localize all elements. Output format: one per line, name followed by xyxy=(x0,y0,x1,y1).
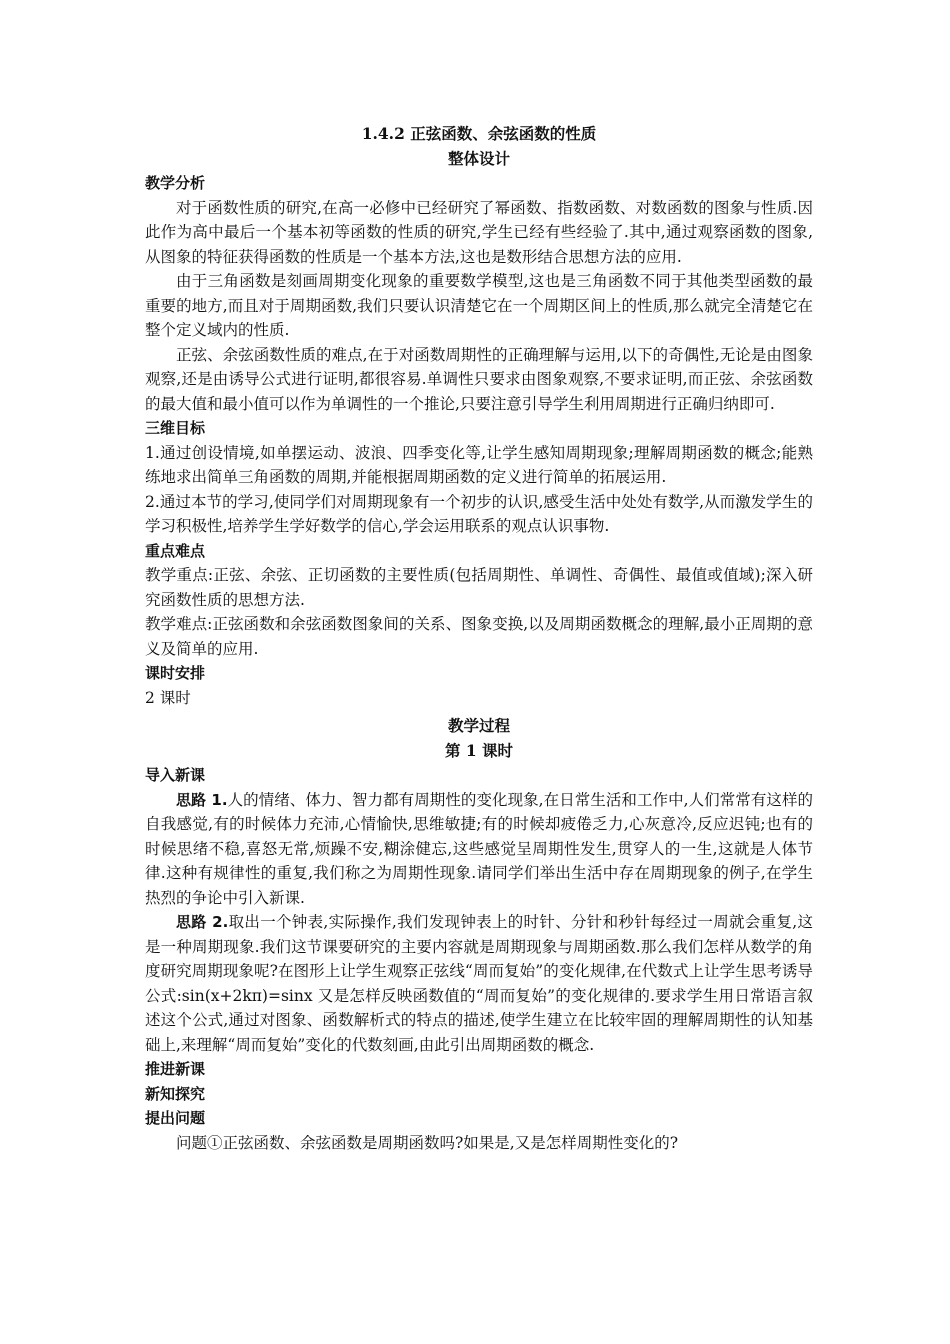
doc-title: 1.4.2 正弦函数、余弦函数的性质 xyxy=(361,124,597,143)
paragraph: 由于三角函数是刻画周期变化现象的重要数学模型,这也是三角函数不同于其他类型函数的最重要的地方,而且对于周期函数,我们只要认识清楚它在一个周期区间上的性质,那么就完全清楚它在整个定义域内的性质. xyxy=(145,272,813,339)
paragraph: 教学难点:正弦函数和余弦函数图象间的关系、图象变换,以及周期函数概念的理解,最小正周期的意义及简单的应用. xyxy=(145,615,813,658)
idea-text: 人的情绪、体力、智力都有周期性的变化现象,在日常生活和工作中,人们常常有这样的自我感觉,有的时候体力充沛,心情愉快,思维敏捷;有的时候却疲倦乏力,心灰意冷,反应迟钝;也有的时候思绪不稳,喜怒无常,烦躁不安,糊涂健忘,这些感觉呈周期性发生,贯穿人的一生,这就是人体节律.这种有规律性的重复,我们称之为周期性现象.请同学们举出生活中存在周期现象的例子,在学生热烈的争论中引入新课. xyxy=(145,790,814,907)
paragraph: 正弦、余弦函数性质的难点,在于对函数周期性的正确理解与运用,以下的奇偶性,无论是由图象观察,还是由诱导公式进行证明,都很容易.单调性只要求由图象观察,不要求证明,而正弦、余弦函数的最大值和最小值可以作为单调性的一个推论,只要注意引导学生利用周期进行正确归纳即可. xyxy=(145,345,813,413)
idea-label: 思路 2. xyxy=(176,913,229,931)
idea-paragraph xyxy=(145,910,813,1057)
paragraph: 2.通过本节的学习,使同学们对周期现象有一个初步的认识,感受生活中处处有数学,从而激发学生的学习积极性,培养学生学好数学的信心,学会运用联系的观点认识事物. xyxy=(145,492,813,535)
paragraph: 2 课时 xyxy=(145,688,191,707)
doc-subtitle: 整体设计 xyxy=(447,148,510,168)
idea-label: 思路 1. xyxy=(176,790,228,809)
lesson-title: 第 1 课时 xyxy=(444,740,514,760)
paragraph: 教学重点:正弦、余弦、正切函数的主要性质(包括周期性、单调性、奇偶性、最值或值域);深入研究函数性质的思想方法. xyxy=(145,566,813,609)
heading-intro: 导入新课 xyxy=(145,766,206,784)
idea-paragraph xyxy=(145,788,813,911)
heading-teaching-analysis: 教学分析 xyxy=(145,174,206,192)
heading-questions: 提出问题 xyxy=(145,1109,206,1127)
heading-schedule: 课时安排 xyxy=(145,664,206,682)
heading-key-points: 重点难点 xyxy=(145,541,206,560)
heading-advance: 推进新课 xyxy=(145,1060,206,1078)
process-title: 教学过程 xyxy=(447,716,510,735)
paragraph: 对于函数性质的研究,在高一必修中已经研究了幂函数、指数函数、对数函数的图象与性质.因此作为高中最后一个基本初等函数的性质的研究,学生已经有些经验了.其中,通过观察函数的图象,从图象的特征获得函数的性质是一个基本方法,这也是数形结合思想方法的应用. xyxy=(145,198,813,266)
heading-explore: 新知探究 xyxy=(145,1084,206,1103)
paragraph: 1.通过创设情境,如单摆运动、波浪、四季变化等,让学生感知周期现象;理解周期函数的概念;能熟练地求出简单三角函数的周期,并能根据周期函数的定义进行简单的拓展运用. xyxy=(145,443,813,486)
question-item: 问题①正弦函数、余弦函数是周期函数吗?如果是,又是怎样周期性变化的? xyxy=(176,1133,679,1152)
idea-text: 取出一个钟表,实际操作,我们发现钟表上的时针、分针和秒针每经过一周就会重复,这是一种周期现象.我们这节课要研究的主要内容就是周期现象与周期函数.那么我们怎样从数学的角度研究周期现象呢?在图形上让学生观察正弦线“周而复始”的变化规律,在代数式上让学生思考诱导公式:sin(x+2kπ)=sinx 又是怎样反映函数值的“周而复始”的变化规律的.要求学生用日常语言叙述这个公式,通过对图象、函数解析式的特点的描述,使学生建立在比较牢固的理解周期性的认知基础上,来理解“周而复始”变化的代数刻画,由此引出周期函数的概念. xyxy=(145,913,813,1054)
document-page xyxy=(145,122,813,1155)
heading-objectives: 三维目标 xyxy=(145,419,206,437)
